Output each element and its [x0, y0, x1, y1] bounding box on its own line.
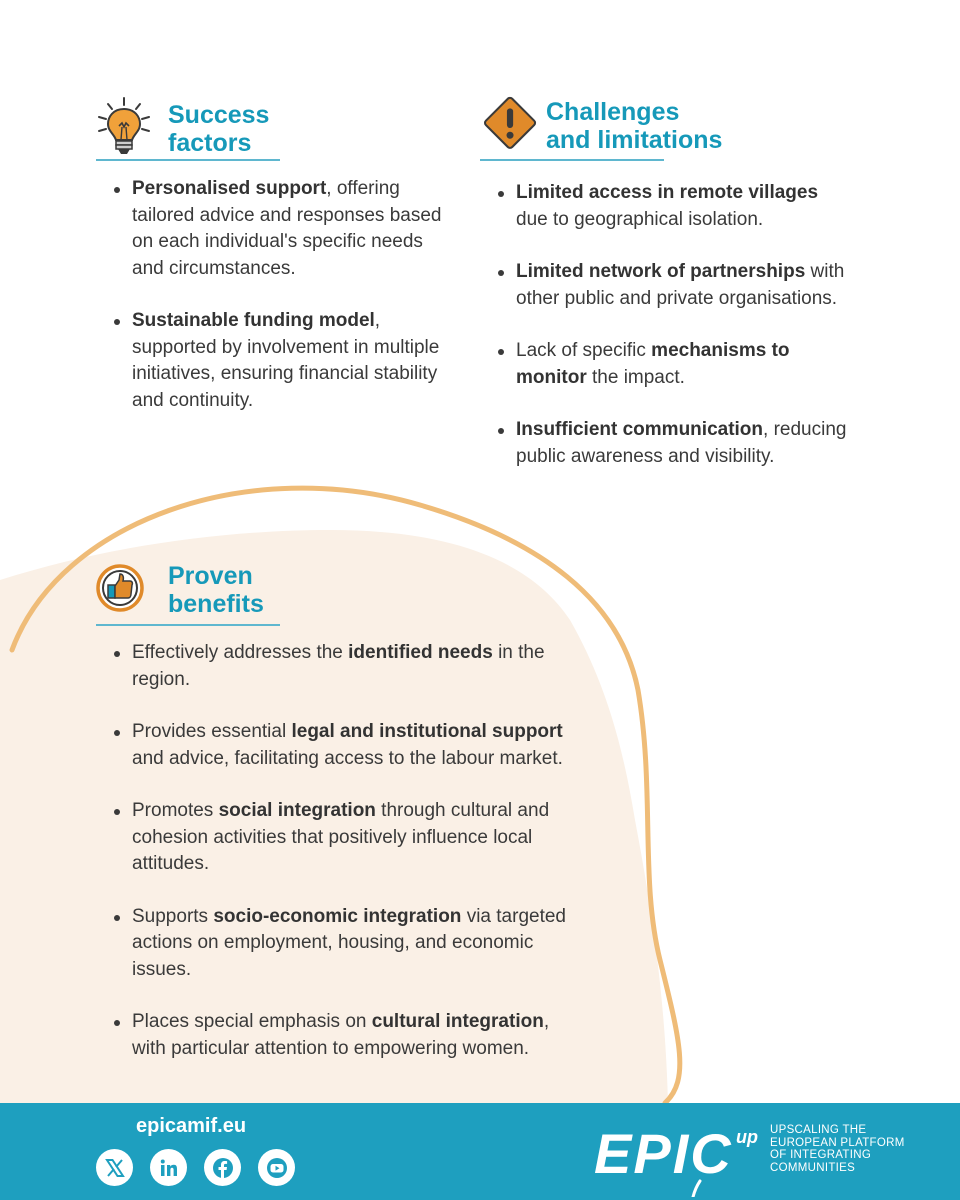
item-highlight: Sustainable funding model — [132, 310, 375, 331]
success-factors-section — [96, 96, 476, 411]
item-text: in the region. — [132, 642, 545, 690]
item-text: due to geographical isolation. — [516, 208, 764, 230]
list-item — [114, 176, 454, 282]
list-item — [114, 1009, 574, 1062]
x-icon[interactable] — [96, 1149, 133, 1186]
item-highlight: social integration — [218, 800, 376, 821]
lightbulb-icon — [96, 96, 152, 156]
item-text: Lack of specific — [516, 340, 652, 361]
title-underline — [96, 159, 280, 161]
social-links — [96, 1149, 295, 1186]
item-highlight: Insufficient communication — [516, 419, 764, 440]
list-item — [114, 904, 574, 984]
item-text: and advice, facilitating access to the labour market. — [132, 747, 563, 769]
logo-text: EPIC — [594, 1122, 733, 1185]
list-item — [498, 180, 848, 233]
item-text: Effectively addresses the — [132, 642, 349, 663]
item-text: Supports — [132, 905, 214, 927]
item-text: with other public and private organisations. — [516, 261, 845, 309]
success-factors-title: Success factors — [168, 101, 270, 157]
proven-benefits-list — [114, 640, 574, 1088]
challenges-title: Challenges and limitations — [546, 98, 723, 154]
proven-benefits-section — [96, 560, 596, 1059]
item-highlight: mechanisms to monitor — [516, 340, 790, 388]
item-text: Promotes — [132, 800, 219, 821]
item-highlight: cultural integration — [371, 1011, 544, 1032]
youtube-icon[interactable] — [258, 1149, 295, 1186]
list-item — [498, 259, 848, 312]
thumbs-up-icon — [96, 560, 152, 620]
challenges-section — [480, 96, 880, 467]
title-underline — [480, 159, 664, 161]
item-text: via targeted actions on employment, housing, and economic issues. — [132, 905, 566, 980]
item-text: , reducing public awareness and visibility. — [516, 419, 847, 467]
success-factors-list — [114, 176, 454, 440]
item-highlight: Limited access in remote villages — [516, 182, 819, 203]
item-highlight: socio-economic integration — [213, 905, 462, 927]
website-link[interactable]: epicamif.eu — [136, 1115, 247, 1137]
logo-tagline: UPSCALING THE EUROPEAN PLATFORM OF INTEGRATING COMMUNITIES — [770, 1124, 905, 1174]
item-text: , supported by involvement in multiple initiatives, ensuring financial stability and continuity. — [132, 310, 440, 411]
item-highlight: identified needs — [348, 642, 493, 663]
item-highlight: Limited network of partnerships — [516, 261, 806, 282]
list-item — [114, 640, 574, 693]
proven-benefits-title: Proven benefits — [168, 562, 264, 618]
linkedin-icon[interactable] — [150, 1149, 187, 1186]
item-text: Places special emphasis on — [132, 1011, 372, 1032]
facebook-icon[interactable] — [204, 1149, 241, 1186]
item-text: Provides essential — [132, 721, 292, 742]
list-item — [498, 417, 848, 470]
list-item — [114, 308, 454, 414]
list-item — [114, 719, 574, 772]
item-text: through cultural and cohesion activities that positively influence local attitudes. — [132, 800, 550, 874]
challenges-list — [498, 180, 848, 496]
epic-up-logo — [590, 1107, 760, 1197]
logo-superscript: up — [736, 1127, 758, 1147]
list-item — [498, 338, 848, 391]
item-highlight: legal and institutional support — [291, 721, 563, 742]
footer-bar — [0, 1103, 960, 1200]
title-underline — [96, 624, 280, 626]
item-text: the impact. — [586, 366, 685, 388]
item-text: , with particular attention to empowering women. — [132, 1011, 550, 1059]
warning-sign-icon — [480, 96, 538, 158]
item-text: , offering tailored advice and responses based on each individual's specific needs and circumstances. — [132, 178, 442, 279]
list-item — [114, 798, 574, 878]
item-highlight: Personalised support — [132, 178, 327, 199]
